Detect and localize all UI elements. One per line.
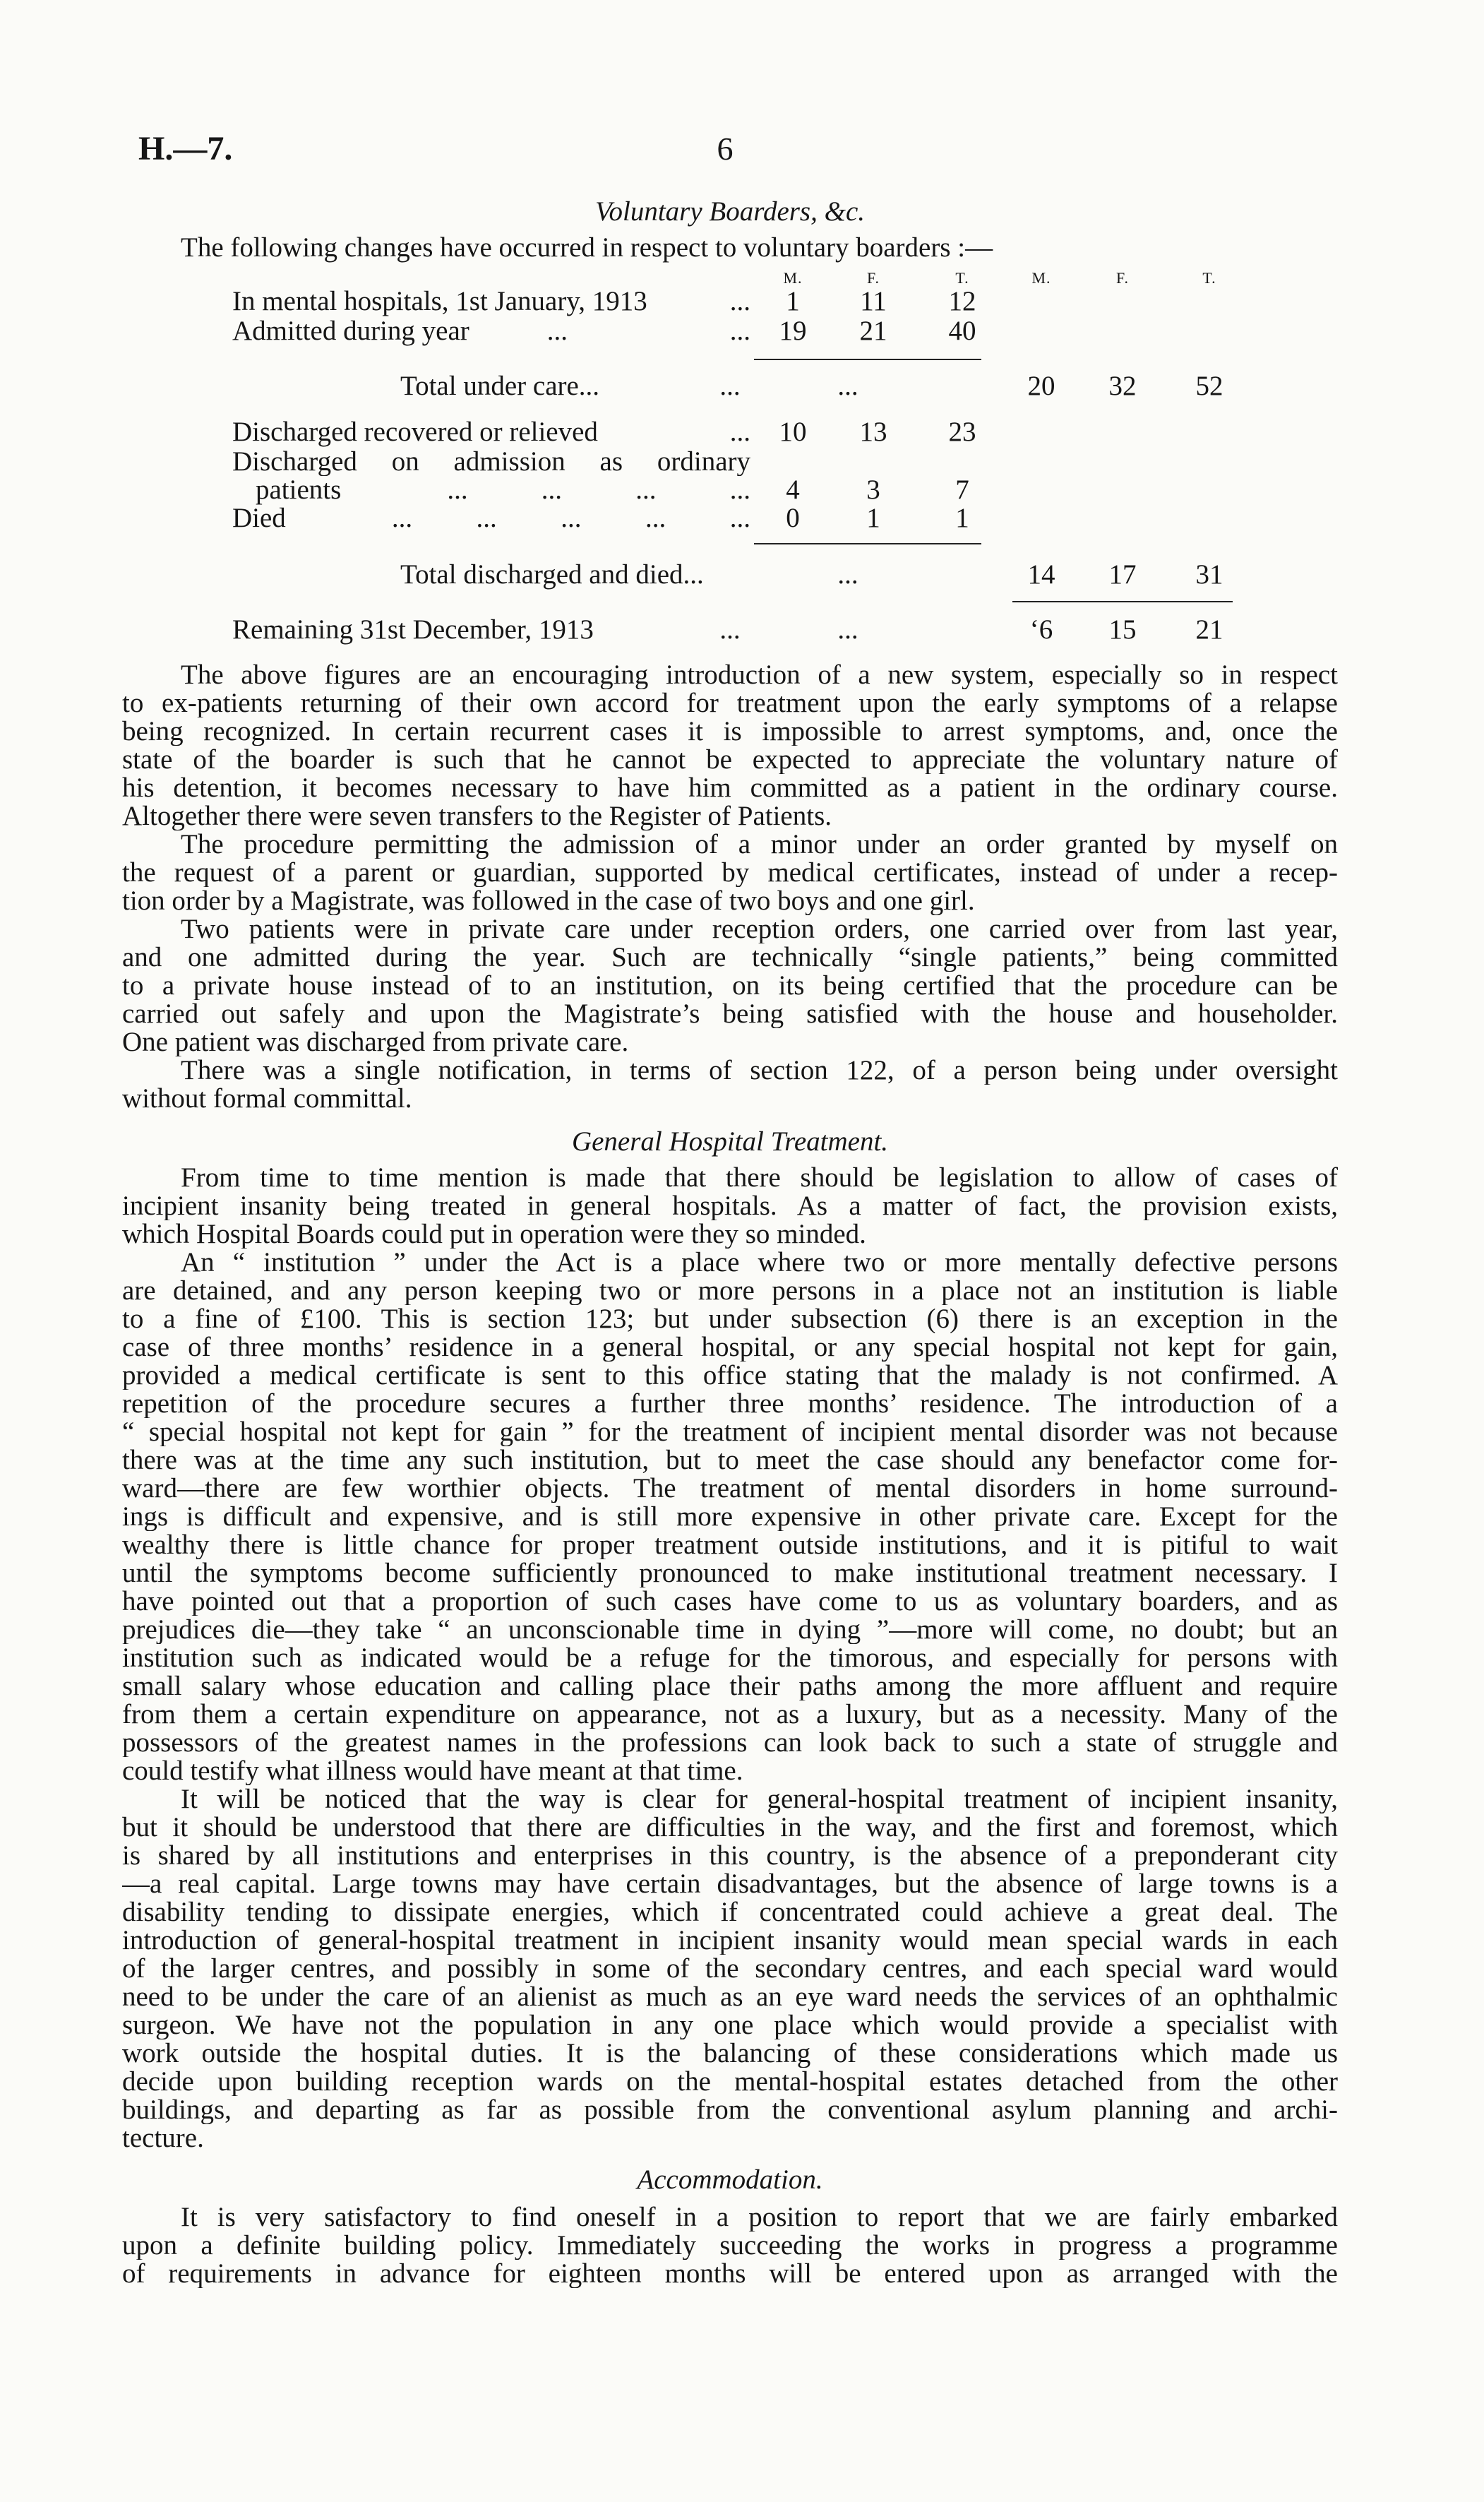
dot-leaders: ... <box>837 614 858 645</box>
text-line: ings is difficult and expensive, and is still more expensive in other private care. Except for the <box>122 1503 1338 1531</box>
column-header-female: F. <box>867 269 880 287</box>
document-code: H.—7. <box>138 130 233 167</box>
text-line: buildings, and departing as far as possible from the conventional asylum planning and archi- <box>122 2096 1338 2124</box>
column-header-total: T. <box>1202 269 1216 287</box>
row-label-text: Discharged recovered or relieved <box>232 417 598 447</box>
value-total: 7 <box>955 475 969 505</box>
text-line: An “ institution ” under the Act is a place where two or more mentally defective persons <box>181 1249 1338 1277</box>
paragraph <box>122 915 1338 1056</box>
paragraph <box>122 1056 1338 1113</box>
text-line: tecture. <box>122 2124 204 2152</box>
row-label-text: patients <box>256 475 342 505</box>
dot-leaders: ... <box>729 287 750 316</box>
body-text <box>122 661 1338 2288</box>
total-total: 21 <box>1195 614 1223 645</box>
dot-leaders: ... <box>837 559 858 590</box>
text-line: of requirements in advance for eighteen months will be entered upon as arranged with the <box>122 2260 1338 2288</box>
text-line: introduction of general-hospital treatment in incipient insanity would mean special wards in each <box>122 1926 1338 1955</box>
text-line: From time to time mention is made that there should be legislation to allow of cases of <box>181 1164 1338 1192</box>
row-label <box>232 287 750 316</box>
total-male: 20 <box>1027 371 1055 401</box>
paragraph <box>122 1249 1338 1785</box>
row-label-text: Died <box>232 503 286 533</box>
text-line: incipient insanity being treated in general hospitals. As a matter of fact, the provision exists, <box>122 1192 1338 1220</box>
text-line: to a private house instead of to an institution, on its being certified that the procedure can be <box>122 972 1338 1000</box>
section-heading-block <box>122 2152 1338 2203</box>
text-line: It will be noticed that the way is clear for general-hospital treatment of incipient insanity, <box>181 1785 1338 1813</box>
value-female: 11 <box>860 286 887 316</box>
paragraph <box>122 1164 1338 1249</box>
text-line: repetition of the procedure secures a further three months’ residence. The introduction of a <box>122 1390 1338 1418</box>
section-heading-accommodation: Accommodation. <box>637 2164 823 2195</box>
dot-leaders: ... ... ... ... ... <box>391 504 750 532</box>
row-label-text: Admitted during year <box>232 316 469 346</box>
text-line: decide upon building reception wards on the mental-hospital estates detached from the other <box>122 2068 1338 2096</box>
total-total: 52 <box>1195 371 1223 401</box>
dot-leaders: ... <box>719 614 741 645</box>
row-label <box>232 317 750 345</box>
value-male: 0 <box>786 503 800 533</box>
text-line: carried out safely and upon the Magistrate’s being satisfied with the house and householder. <box>122 1000 1338 1028</box>
text-line: It is very satisfactory to find oneself in a position to report that we are fairly embarked <box>181 2203 1338 2232</box>
text-line: “ special hospital not kept for gain ” for the treatment of incipient mental disorder was not because <box>122 1418 1338 1446</box>
text-line: small salary whose education and calling place their paths among the more affluent and require <box>122 1672 1338 1700</box>
text-line: without formal committal. <box>122 1085 412 1113</box>
total-female: 15 <box>1108 614 1137 645</box>
value-male: 1 <box>786 286 800 316</box>
value-total: 12 <box>948 286 976 316</box>
dot-leaders: ... <box>837 371 858 401</box>
dot-leaders: ... <box>729 418 750 446</box>
total-female: 32 <box>1108 371 1137 401</box>
dot-leaders: ... ... <box>546 317 750 345</box>
text-line: work outside the hospital duties. It is the balancing of these considerations which made us <box>122 2039 1338 2068</box>
total-male: 14 <box>1027 559 1055 590</box>
text-line: wealthy there is little chance for proper treatment outside institutions, and it is pitiful to wait <box>122 1531 1338 1559</box>
paragraph <box>122 661 1338 830</box>
text-line: to ex-patients returning of their own accord for treatment upon the early symptoms of a relapse <box>122 689 1338 717</box>
text-line: tion order by a Magistrate, was followed in the case of two boys and one girl. <box>122 887 975 915</box>
row-label <box>232 418 750 446</box>
value-female: 3 <box>866 475 880 505</box>
text-line: there was at the time any such institution, but to meet the case should any benefactor come for- <box>122 1446 1338 1475</box>
row-label-text: Remaining 31st December, 1913 <box>232 614 594 645</box>
text-line: but it should be understood that there are difficulties in the way, and the first and foremost, which <box>122 1813 1338 1842</box>
row-label-text: Total under care... <box>400 371 600 401</box>
text-line: his detention, it becomes necessary to have him committed as a patient in the ordinary course. <box>122 774 1338 802</box>
text-line: There was a single notification, in terms of section 122, of a person being under oversight <box>181 1056 1338 1085</box>
row-label <box>256 476 750 504</box>
value-female: 13 <box>859 417 887 447</box>
total-female: 17 <box>1108 559 1137 590</box>
subtotal-rule <box>754 359 981 360</box>
text-line: case of three months’ residence in a general hospital, or any special hospital not kept for gain, <box>122 1333 1338 1362</box>
section-heading-general-hospital-treatment: General Hospital Treatment. <box>571 1126 889 1157</box>
text-line: which Hospital Boards could put in operation were they so minded. <box>122 1220 866 1249</box>
text-line: until the symptoms become sufficiently pronounced to make institutional treatment necessary. I <box>122 1559 1338 1587</box>
text-line: The above figures are an encouraging introduction of a new system, especially so in respect <box>181 661 1338 689</box>
text-line: is shared by all institutions and enterprises in this country, is the absence of a preponderant city <box>122 1842 1338 1870</box>
page-number: 6 <box>717 131 734 167</box>
text-line: need to be under the care of an alienist as much as an eye ward needs the services of an ophthalmic <box>122 1983 1338 2011</box>
value-total: 40 <box>948 316 976 346</box>
value-female: 21 <box>859 316 887 346</box>
table-intro: The following changes have occurred in respect to voluntary boarders :— <box>181 232 993 263</box>
column-header-male: M. <box>783 269 803 287</box>
text-line: —a real capital. Large towns may have certain disadvantages, but the absence of large towns is a <box>122 1870 1338 1898</box>
dot-leaders: ... ... ... ... <box>447 476 750 504</box>
text-line: could testify what illness would have meant at that time. <box>122 1757 743 1785</box>
paragraph <box>122 2203 1338 2288</box>
text-line: possessors of the greatest names in the professions can look back to such a state of struggle and <box>122 1729 1338 1757</box>
text-line: institution such as indicated would be a refuge for the timorous, and especially for persons with <box>122 1644 1338 1672</box>
value-male: 4 <box>786 475 800 505</box>
text-line: The procedure permitting the admission of a minor under an order granted by myself on <box>181 830 1338 859</box>
dot-leaders: ... <box>719 371 741 401</box>
total-rule <box>1012 601 1233 602</box>
value-male: 10 <box>779 417 807 447</box>
text-line: upon a definite building policy. Immediately succeeding the works in progress a programme <box>122 2232 1338 2260</box>
value-total: 23 <box>948 417 976 447</box>
text-line: from them a certain expenditure on appearance, not as a luxury, but as a necessity. Many of the <box>122 1700 1338 1729</box>
text-line: prejudices die—they take “ an unconscionable time in dying ”—more will come, no doubt; but an <box>122 1616 1338 1644</box>
text-line: the request of a parent or guardian, supported by medical certificates, instead of under a recep- <box>122 859 1338 887</box>
text-line: and one admitted during the year. Such are technically “single patients,” being committed <box>122 943 1338 972</box>
section-heading-voluntary-boarders: Voluntary Boarders, &c. <box>594 196 866 227</box>
paragraph <box>122 1785 1338 2152</box>
text-line: surgeon. We have not the population in any one place which would provide a specialist with <box>122 2011 1338 2039</box>
column-header-male: M. <box>1031 269 1051 287</box>
column-header-female: F. <box>1116 269 1129 287</box>
subtotal-rule <box>754 543 981 544</box>
text-line: of the larger centres, and possibly in some of the secondary centres, and each special ward would <box>122 1955 1338 1983</box>
value-female: 1 <box>866 503 880 533</box>
total-total: 31 <box>1195 559 1223 590</box>
text-line: ward—there are few worthier objects. The treatment of mental disorders in home surround- <box>122 1475 1338 1503</box>
text-line: One patient was discharged from private care. <box>122 1028 629 1056</box>
section-heading-block <box>122 1113 1338 1164</box>
text-line: being recognized. In certain recurrent cases it is impossible to arrest symptoms, and, once the <box>122 717 1338 746</box>
column-header-total: T. <box>955 269 969 287</box>
row-label-text: In mental hospitals, 1st January, 1913 <box>232 286 647 316</box>
value-male: 19 <box>779 316 807 346</box>
text-line: are detained, and any person keeping two or more persons in a place not an institution is liable <box>122 1277 1338 1305</box>
text-line: Two patients were in private care under reception orders, one carried over from last year, <box>181 915 1338 943</box>
row-label <box>232 504 750 532</box>
text-line: provided a medical certificate is sent to this office stating that the malady is not confirmed. A <box>122 1362 1338 1390</box>
text-line: have pointed out that a proportion of such cases have come to us as voluntary boarders, and as <box>122 1587 1338 1616</box>
value-total: 1 <box>955 503 969 533</box>
text-line: state of the boarder is such that he cannot be expected to appreciate the voluntary nature of <box>122 746 1338 774</box>
text-line: disability tending to dissipate energies, which if concentrated could achieve a great deal. The <box>122 1898 1338 1926</box>
paragraph <box>122 830 1338 915</box>
row-label-text: Discharged on admission as ordinary <box>232 448 750 476</box>
text-line: Altogether there were seven transfers to the Register of Patients. <box>122 802 832 830</box>
total-male: ‘6 <box>1029 614 1053 645</box>
text-line: to a fine of £100. This is section 123; but under subsection (6) there is an exception in the <box>122 1305 1338 1333</box>
row-label-text: Total discharged and died... <box>400 559 704 590</box>
